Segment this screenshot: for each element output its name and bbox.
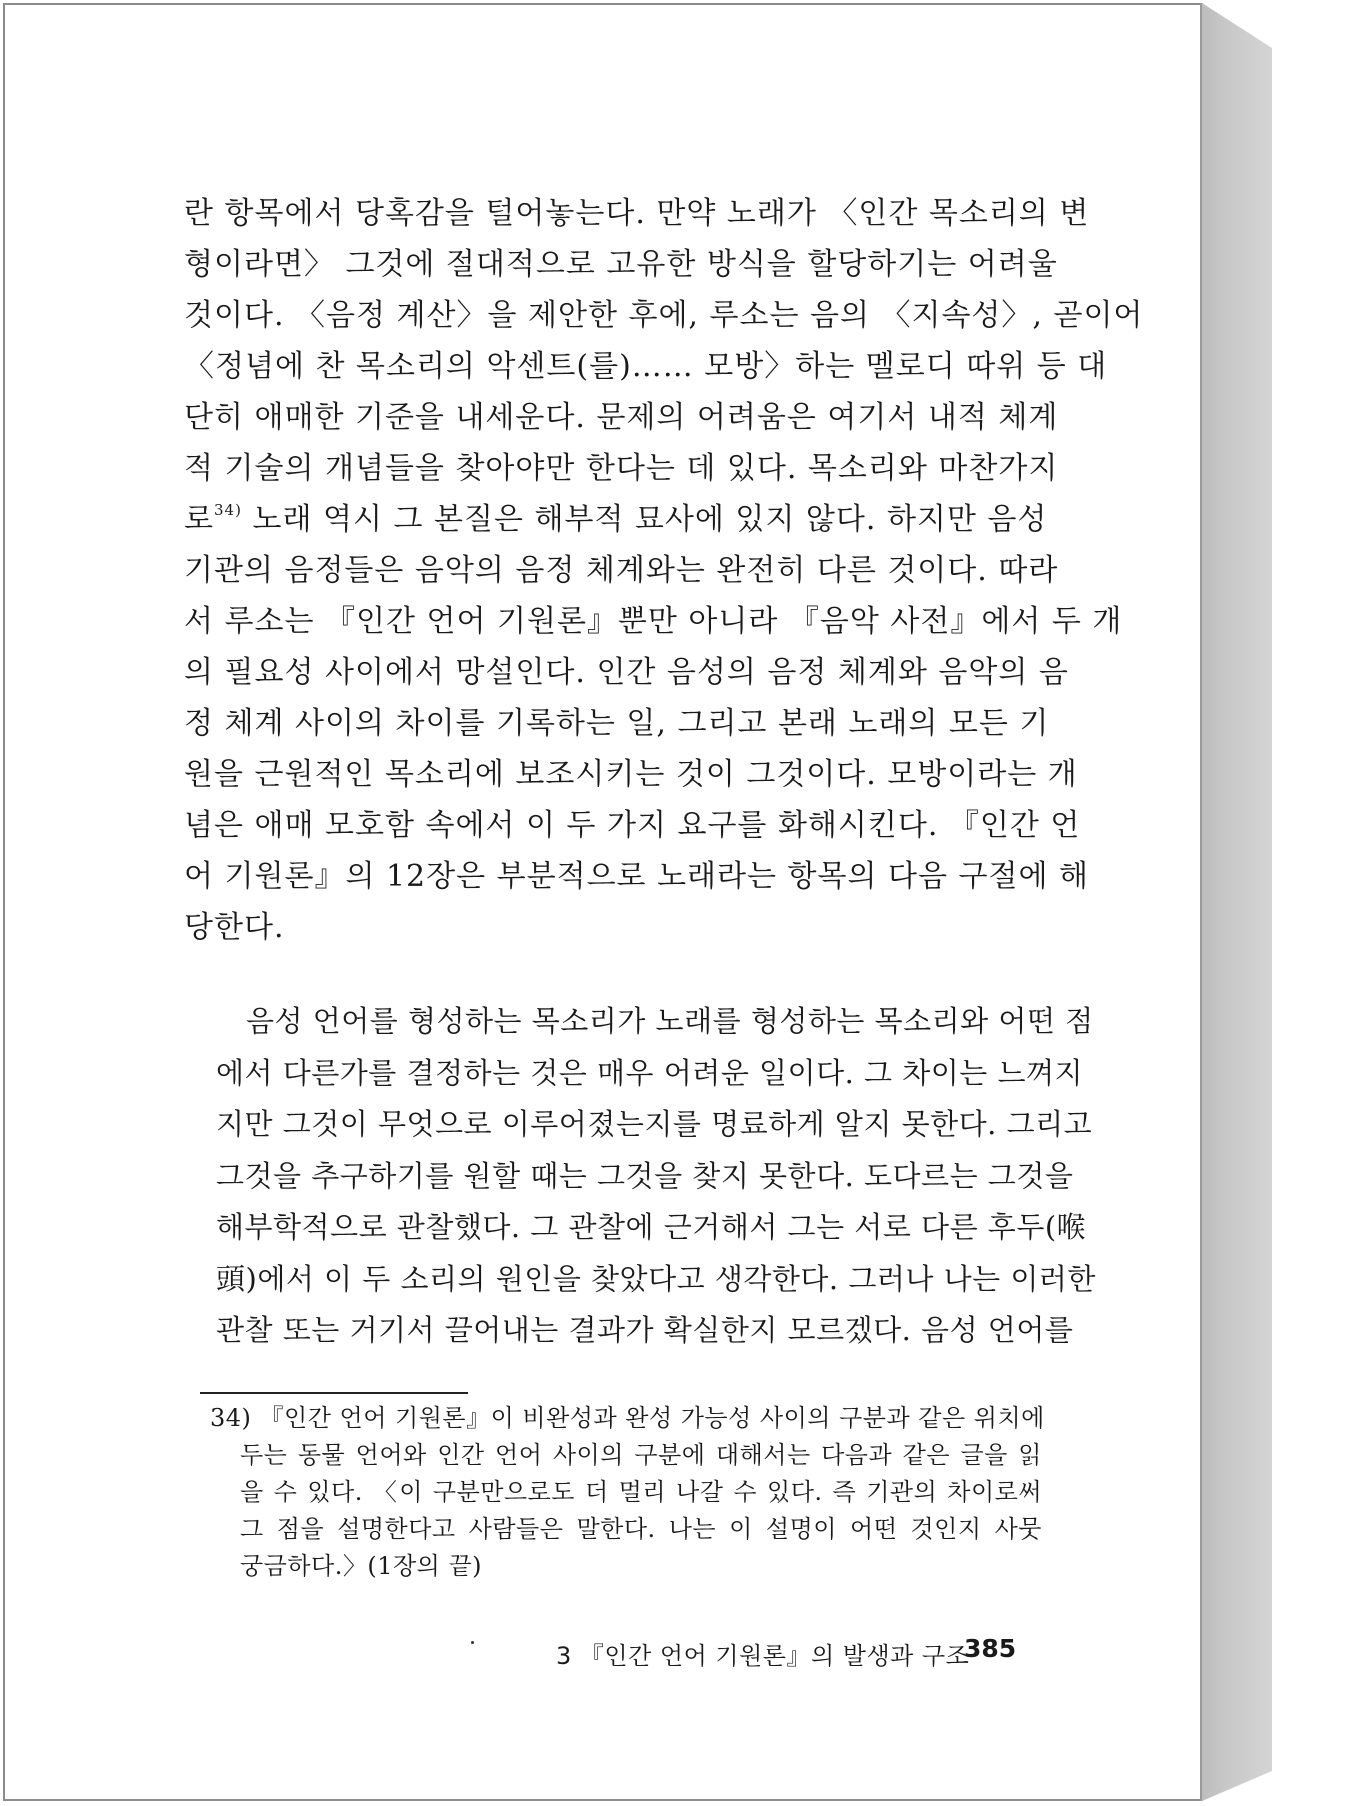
body-line: 어 기원론』의 12장은 부분적으로 노래라는 항목의 다음 구절에 해: [184, 859, 1089, 894]
running-footer-title: 3 『인간 언어 기원론』의 발생과 구조: [556, 1642, 970, 1670]
main-paragraph: [184, 188, 1144, 953]
quote-line: 관찰 또는 거기서 끌어내는 결과가 확실한지 모르겠다. 음성 언어를: [216, 1313, 1074, 1347]
footnote-line: 을 수 있다. 〈이 구분만으로도 더 멀리 나갈 수 있다. 즉 기관의 차이로써: [240, 1478, 1042, 1506]
footnote-line: 궁금하다.〉(1장의 끝): [240, 1552, 483, 1580]
body-line: 형이라면〉 그것에 절대적으로 고유한 방식을 할당하기는 어려울: [184, 247, 1058, 282]
body-line: 적 기술의 개념들을 찾아야만 한다는 데 있다. 목소리와 마찬가지: [184, 451, 1059, 486]
body-line: 정 체계 사이의 차이를 기록하는 일, 그리고 본래 노래의 모든 기: [184, 706, 1050, 741]
quote-line: 그것을 추구하기를 원할 때는 그것을 찾지 못한다. 도다르는 그것을: [216, 1158, 1074, 1193]
quote-line: 해부학적으로 관찰했다. 그 관찰에 근거해서 그는 서로 다른 후두(喉: [216, 1210, 1087, 1244]
scan-speck: [471, 1641, 474, 1644]
quote-line: 頭)에서 이 두 소리의 원인을 찾았다고 생각한다. 그러나 나는 이러한: [216, 1261, 1096, 1296]
footnote-line: 그 점을 설명한다고 사람들은 말한다. 나는 이 설명이 어떤 것인지 사뭇: [240, 1515, 1042, 1543]
body-line: 서 루소는 『인간 언어 기원론』뿐만 아니라 『음악 사전』에서 두 개: [184, 604, 1123, 639]
footnote-divider: [200, 1392, 468, 1394]
body-line: 념은 애매 모호함 속에서 이 두 가지 요구를 화해시킨다. 『인간 언: [184, 808, 1081, 843]
footnote-line: 34) 『인간 언어 기원론』이 비완성과 완성 가능성 사이의 구분과 같은 위치에: [210, 1404, 1045, 1432]
page-number: 385: [964, 1634, 1017, 1663]
body-line: 의 필요성 사이에서 망설인다. 인간 음성의 음정 체계와 음악의 음: [184, 655, 1069, 690]
body-text-fragment: 노래 역시 그 본질은 해부적 묘사에 있지 않다. 하지만 음성: [241, 502, 1048, 537]
footnote-reference[interactable]: 34): [213, 501, 242, 519]
footnote-line: 두는 동물 언어와 인간 언어 사이의 구분에 대해서는 다음과 같은 글을 읽: [240, 1441, 1042, 1469]
quote-line: 지만 그것이 무엇으로 이루어졌는지를 명료하게 알지 못한다. 그리고: [216, 1107, 1093, 1141]
body-line: 기관의 음정들은 음악의 음정 체계와는 완전히 다른 것이다. 따라: [184, 553, 1059, 588]
body-line: 란 항목에서 당혹감을 털어놓는다. 만약 노래가 〈인간 목소리의 변: [184, 196, 1090, 231]
book-side-edge: [1202, 3, 1272, 1801]
body-line: 것이다. 〈음정 계산〉을 제안한 후에, 루소는 음의 〈지속성〉, 곧이어: [184, 298, 1144, 333]
body-text-fragment: 로: [184, 502, 214, 537]
body-line-with-footnote-ref: [184, 494, 1048, 545]
block-quote: [216, 996, 1096, 1357]
body-line: 원을 근원적인 목소리에 보조시키는 것이 그것이다. 모방이라는 개: [184, 757, 1078, 792]
quote-line: 에서 다른가를 결정하는 것은 매우 어려운 일이다. 그 차이는 느껴지: [216, 1055, 1084, 1090]
footnote-34: [210, 1400, 1045, 1585]
quote-line: 음성 언어를 형성하는 목소리가 노래를 형성하는 목소리와 어떤 점: [246, 1004, 1094, 1038]
body-line: 단히 애매한 기준을 내세운다. 문제의 어려움은 여기서 내적 체계: [184, 400, 1059, 435]
body-line: 당한다.: [184, 910, 285, 945]
body-line: 〈정념에 찬 목소리의 악센트(를)…… 모방〉하는 멜로디 따위 등 대: [184, 349, 1108, 384]
